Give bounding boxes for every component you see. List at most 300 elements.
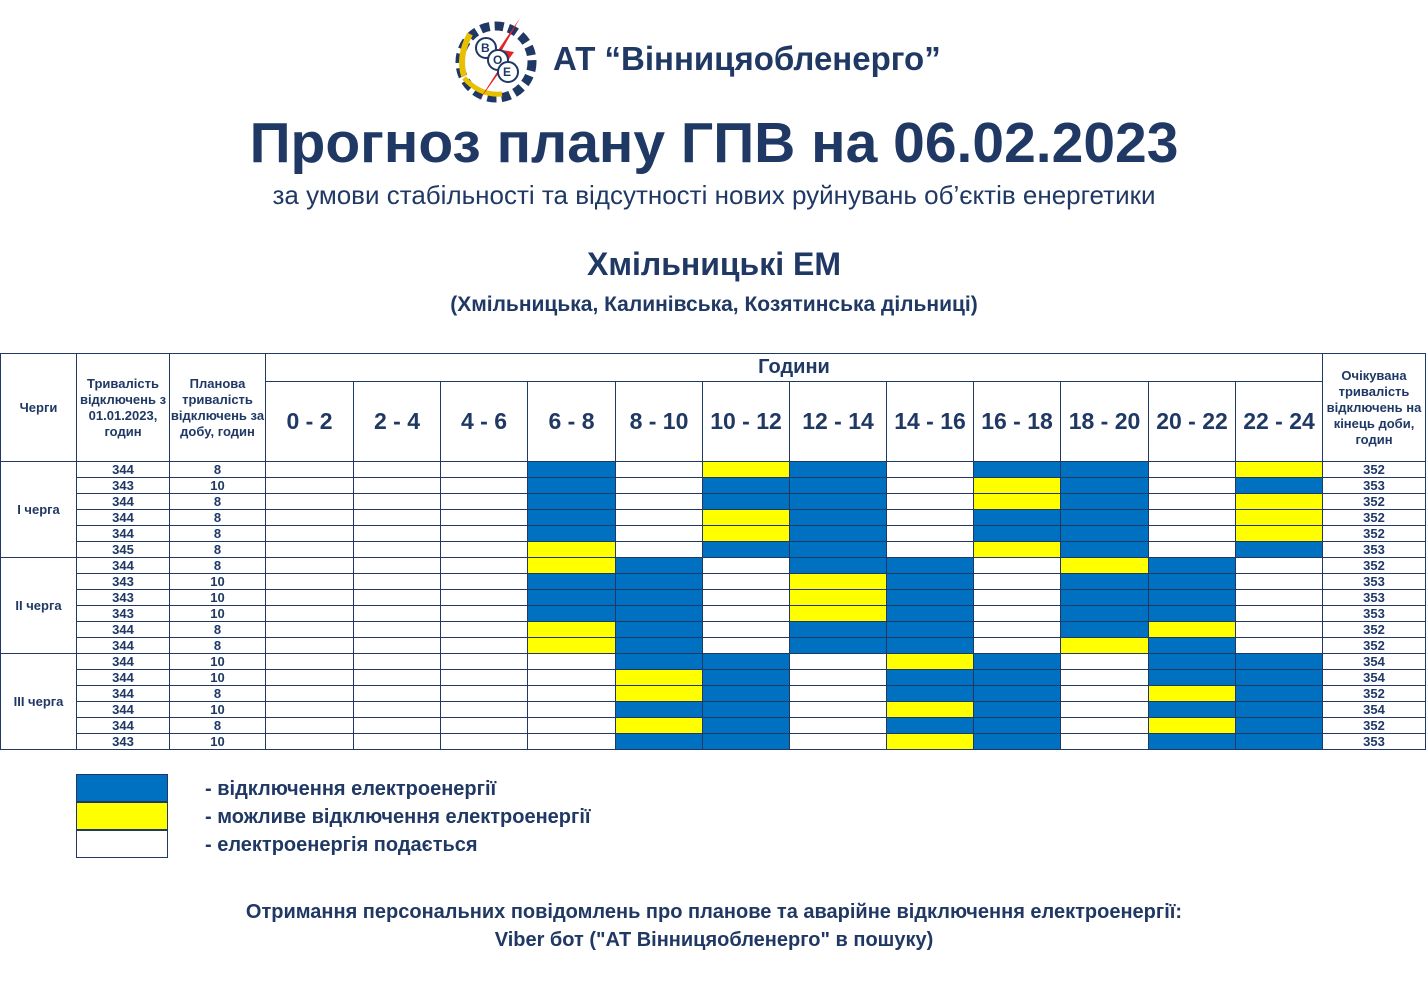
hour-slot-cell bbox=[887, 654, 974, 670]
hour-slot-cell bbox=[266, 686, 354, 702]
hour-slot-cell bbox=[887, 734, 974, 750]
hour-slot-cell bbox=[887, 462, 974, 478]
hour-slot-cell bbox=[354, 590, 441, 606]
hour-slot-cell bbox=[1149, 686, 1236, 702]
duration-ytd-cell: 344 bbox=[77, 526, 170, 542]
hour-slot-cell bbox=[441, 734, 528, 750]
hour-slot-cell bbox=[528, 718, 616, 734]
hour-slot-cell bbox=[703, 702, 790, 718]
table-row bbox=[1, 526, 1426, 542]
table-row bbox=[1, 654, 1426, 670]
planned-duration-cell: 8 bbox=[170, 558, 266, 574]
hour-slot-cell bbox=[1236, 510, 1323, 526]
hour-slot-cell bbox=[1236, 638, 1323, 654]
hour-slot-cell bbox=[887, 686, 974, 702]
hour-slot-cell bbox=[616, 670, 703, 686]
hour-slot-cell bbox=[790, 542, 887, 558]
footer-viber-bot: Viber бот ("АТ Вінницяобленерго" в пошуку) bbox=[494, 929, 934, 951]
hour-slot-cell bbox=[974, 606, 1061, 622]
header-expected-duration: Очікувана тривалість відключень на кінець доби, годин bbox=[1323, 354, 1426, 462]
hour-slot-cell bbox=[354, 542, 441, 558]
hour-slot-cell bbox=[528, 510, 616, 526]
expected-duration-cell: 354 bbox=[1323, 654, 1426, 670]
hour-slot-cell bbox=[441, 654, 528, 670]
table-row bbox=[1, 462, 1426, 478]
hour-slot-cell bbox=[441, 606, 528, 622]
hour-slot-cell bbox=[703, 478, 790, 494]
hour-slot-cell bbox=[1061, 590, 1149, 606]
hour-slot-cell bbox=[354, 654, 441, 670]
hour-slot-cell bbox=[703, 686, 790, 702]
hour-slot-cell bbox=[266, 558, 354, 574]
hour-slot-cell bbox=[887, 590, 974, 606]
hour-slot-cell bbox=[616, 686, 703, 702]
expected-duration-cell: 352 bbox=[1323, 462, 1426, 478]
queue-label: ІІІ черга bbox=[1, 654, 77, 750]
table-row bbox=[1, 494, 1426, 510]
hour-slot-cell bbox=[1236, 686, 1323, 702]
hour-slot-cell bbox=[703, 558, 790, 574]
expected-duration-cell: 353 bbox=[1323, 478, 1426, 494]
duration-ytd-cell: 343 bbox=[77, 734, 170, 750]
hour-slot-cell bbox=[354, 670, 441, 686]
hour-slot-cell bbox=[790, 670, 887, 686]
hour-slot-cell bbox=[266, 574, 354, 590]
hour-slot-cell bbox=[1236, 494, 1323, 510]
hour-slot-cell bbox=[354, 638, 441, 654]
hour-slot-cell bbox=[1236, 526, 1323, 542]
hour-slot-cell bbox=[354, 734, 441, 750]
hour-slot-cell bbox=[616, 734, 703, 750]
expected-duration-cell: 353 bbox=[1323, 606, 1426, 622]
hour-slot-cell bbox=[266, 638, 354, 654]
hour-slot-cell bbox=[616, 606, 703, 622]
hour-slot-cell bbox=[703, 654, 790, 670]
planned-duration-cell: 10 bbox=[170, 734, 266, 750]
duration-ytd-cell: 343 bbox=[77, 590, 170, 606]
hour-slot-cell bbox=[703, 718, 790, 734]
hour-slot-cell bbox=[790, 638, 887, 654]
hour-slot-cell bbox=[266, 670, 354, 686]
schedule-body bbox=[1, 462, 1426, 750]
hour-slot-cell bbox=[974, 558, 1061, 574]
expected-duration-cell: 354 bbox=[1323, 702, 1426, 718]
expected-duration-cell: 353 bbox=[1323, 590, 1426, 606]
hour-slot-cell bbox=[616, 558, 703, 574]
planned-duration-cell: 8 bbox=[170, 542, 266, 558]
hour-slot-cell bbox=[1236, 654, 1323, 670]
hour-slot-cell bbox=[887, 542, 974, 558]
planned-duration-cell: 10 bbox=[170, 590, 266, 606]
hour-slot-cell bbox=[266, 542, 354, 558]
hour-slot-cell bbox=[616, 462, 703, 478]
hour-slot-cell bbox=[1061, 462, 1149, 478]
planned-duration-cell: 10 bbox=[170, 670, 266, 686]
hour-header-11: 22 - 24 bbox=[1236, 382, 1323, 462]
hour-slot-cell bbox=[354, 558, 441, 574]
planned-duration-cell: 8 bbox=[170, 510, 266, 526]
hour-slot-cell bbox=[528, 654, 616, 670]
hour-slot-cell bbox=[266, 654, 354, 670]
hour-slot-cell bbox=[790, 494, 887, 510]
hour-slot-cell bbox=[1061, 702, 1149, 718]
hour-slot-cell bbox=[1149, 606, 1236, 622]
hour-header-4: 8 - 10 bbox=[616, 382, 703, 462]
hour-slot-cell bbox=[528, 574, 616, 590]
planned-duration-cell: 8 bbox=[170, 622, 266, 638]
hour-slot-cell bbox=[1149, 702, 1236, 718]
page-subtitle: за умови стабільності та відсутності нових руйнувань об’єктів енергетики bbox=[272, 180, 1156, 210]
hour-slot-cell bbox=[974, 510, 1061, 526]
duration-ytd-cell: 344 bbox=[77, 462, 170, 478]
hour-slot-cell bbox=[616, 526, 703, 542]
hour-slot-cell bbox=[616, 622, 703, 638]
hour-slot-cell bbox=[1061, 574, 1149, 590]
planned-duration-cell: 8 bbox=[170, 494, 266, 510]
expected-duration-cell: 352 bbox=[1323, 718, 1426, 734]
hour-slot-cell bbox=[1149, 670, 1236, 686]
hour-slot-cell bbox=[703, 622, 790, 638]
hour-slot-cell bbox=[974, 686, 1061, 702]
legend-swatch-outage bbox=[76, 774, 168, 802]
planned-duration-cell: 8 bbox=[170, 462, 266, 478]
duration-ytd-cell: 344 bbox=[77, 718, 170, 734]
hour-slot-cell bbox=[354, 462, 441, 478]
hour-slot-cell bbox=[974, 478, 1061, 494]
hour-slot-cell bbox=[441, 462, 528, 478]
hour-slot-cell bbox=[528, 526, 616, 542]
hour-slot-cell bbox=[790, 654, 887, 670]
hour-slot-cell bbox=[1149, 510, 1236, 526]
table-row bbox=[1, 478, 1426, 494]
hour-slot-cell bbox=[441, 718, 528, 734]
hour-slot-cell bbox=[1061, 510, 1149, 526]
table-row bbox=[1, 734, 1426, 750]
company-logo-icon bbox=[450, 16, 540, 106]
hour-slot-cell bbox=[354, 478, 441, 494]
hour-slot-cell bbox=[703, 734, 790, 750]
hour-slot-cell bbox=[616, 494, 703, 510]
queue-label: ІІ черга bbox=[1, 558, 77, 654]
hour-slot-cell bbox=[1061, 638, 1149, 654]
hour-slot-cell bbox=[1236, 606, 1323, 622]
hour-slot-cell bbox=[703, 574, 790, 590]
expected-duration-cell: 353 bbox=[1323, 574, 1426, 590]
hour-slot-cell bbox=[1149, 734, 1236, 750]
hour-slot-cell bbox=[790, 558, 887, 574]
hour-slot-cell bbox=[354, 510, 441, 526]
hour-slot-cell bbox=[266, 526, 354, 542]
expected-duration-cell: 354 bbox=[1323, 670, 1426, 686]
hour-slot-cell bbox=[528, 670, 616, 686]
hour-slot-cell bbox=[887, 670, 974, 686]
duration-ytd-cell: 344 bbox=[77, 638, 170, 654]
hour-slot-cell bbox=[616, 574, 703, 590]
legend-label-power-on: - електроенергія подається bbox=[205, 834, 478, 856]
hour-slot-cell bbox=[1061, 670, 1149, 686]
hour-header-3: 6 - 8 bbox=[528, 382, 616, 462]
hour-header-9: 18 - 20 bbox=[1061, 382, 1149, 462]
duration-ytd-cell: 344 bbox=[77, 686, 170, 702]
header-hours: Години bbox=[266, 354, 1323, 382]
table-row bbox=[1, 638, 1426, 654]
table-row bbox=[1, 686, 1426, 702]
hour-slot-cell bbox=[354, 494, 441, 510]
svg-text:ВОЕ: ВОЕ bbox=[481, 41, 512, 79]
hour-slot-cell bbox=[266, 590, 354, 606]
hour-slot-cell bbox=[887, 478, 974, 494]
hour-slot-cell bbox=[354, 606, 441, 622]
hour-slot-cell bbox=[441, 574, 528, 590]
company-name: АТ “Вінницяобленерго” bbox=[553, 40, 941, 77]
hour-slot-cell bbox=[887, 574, 974, 590]
hour-slot-cell bbox=[1149, 622, 1236, 638]
hour-slot-cell bbox=[974, 526, 1061, 542]
legend-label-outage: - відключення електроенергії bbox=[205, 778, 497, 800]
hour-slot-cell bbox=[528, 734, 616, 750]
planned-duration-cell: 10 bbox=[170, 606, 266, 622]
hour-slot-cell bbox=[616, 718, 703, 734]
expected-duration-cell: 352 bbox=[1323, 510, 1426, 526]
hour-slot-cell bbox=[1236, 574, 1323, 590]
hour-slot-cell bbox=[528, 462, 616, 478]
hour-header-8: 16 - 18 bbox=[974, 382, 1061, 462]
hour-slot-cell bbox=[528, 702, 616, 718]
hour-slot-cell bbox=[1061, 686, 1149, 702]
hour-slot-cell bbox=[266, 462, 354, 478]
footer-notice: Отримання персональних повідомлень про планове та аварійне відключення електроенергії: bbox=[245, 901, 1183, 923]
hour-header-1: 2 - 4 bbox=[354, 382, 441, 462]
hour-header-5: 10 - 12 bbox=[703, 382, 790, 462]
legend-swatch-power-on bbox=[76, 830, 168, 858]
hour-slot-cell bbox=[266, 622, 354, 638]
hour-slot-cell bbox=[441, 558, 528, 574]
hour-slot-cell bbox=[1236, 542, 1323, 558]
table-row bbox=[1, 590, 1426, 606]
hour-slot-cell bbox=[441, 622, 528, 638]
duration-ytd-cell: 343 bbox=[77, 574, 170, 590]
hour-slot-cell bbox=[1149, 654, 1236, 670]
hour-slot-cell bbox=[887, 606, 974, 622]
hour-slot-cell bbox=[266, 494, 354, 510]
hour-slot-cell bbox=[887, 718, 974, 734]
hour-slot-cell bbox=[1149, 494, 1236, 510]
hour-slot-cell bbox=[974, 542, 1061, 558]
expected-duration-cell: 352 bbox=[1323, 686, 1426, 702]
region-title: Хмільницькі ЕМ bbox=[586, 246, 842, 282]
hour-header-0: 0 - 2 bbox=[266, 382, 354, 462]
hour-slot-cell bbox=[266, 510, 354, 526]
duration-ytd-cell: 344 bbox=[77, 510, 170, 526]
hour-slot-cell bbox=[1061, 558, 1149, 574]
expected-duration-cell: 352 bbox=[1323, 622, 1426, 638]
planned-duration-cell: 8 bbox=[170, 686, 266, 702]
hour-slot-cell bbox=[441, 510, 528, 526]
hour-slot-cell bbox=[616, 654, 703, 670]
queue-label: І черга bbox=[1, 462, 77, 558]
table-row bbox=[1, 558, 1426, 574]
hour-slot-cell bbox=[616, 542, 703, 558]
planned-duration-cell: 10 bbox=[170, 478, 266, 494]
duration-ytd-cell: 344 bbox=[77, 622, 170, 638]
duration-ytd-cell: 344 bbox=[77, 558, 170, 574]
hour-slot-cell bbox=[703, 462, 790, 478]
table-row bbox=[1, 606, 1426, 622]
hour-slot-cell bbox=[266, 718, 354, 734]
hour-slot-cell bbox=[1236, 734, 1323, 750]
hour-slot-cell bbox=[887, 638, 974, 654]
table-row bbox=[1, 702, 1426, 718]
hour-slot-cell bbox=[616, 510, 703, 526]
hour-slot-cell bbox=[1149, 718, 1236, 734]
hour-slot-cell bbox=[887, 526, 974, 542]
hour-slot-cell bbox=[1061, 734, 1149, 750]
table-row bbox=[1, 510, 1426, 526]
duration-ytd-cell: 344 bbox=[77, 702, 170, 718]
hour-slot-cell bbox=[441, 686, 528, 702]
table-row bbox=[1, 622, 1426, 638]
hour-slot-cell bbox=[441, 702, 528, 718]
hour-slot-cell bbox=[528, 558, 616, 574]
hour-slot-cell bbox=[790, 734, 887, 750]
hour-slot-cell bbox=[1061, 526, 1149, 542]
hour-slot-cell bbox=[974, 718, 1061, 734]
hour-slot-cell bbox=[703, 638, 790, 654]
hour-slot-cell bbox=[703, 590, 790, 606]
hour-slot-cell bbox=[266, 606, 354, 622]
hour-slot-cell bbox=[1149, 542, 1236, 558]
hour-header-10: 20 - 22 bbox=[1149, 382, 1236, 462]
hour-slot-cell bbox=[1236, 622, 1323, 638]
header-queue: Черги bbox=[1, 354, 77, 462]
table-row bbox=[1, 718, 1426, 734]
hour-slot-cell bbox=[1236, 718, 1323, 734]
hour-slot-cell bbox=[790, 686, 887, 702]
hour-slot-cell bbox=[790, 606, 887, 622]
hour-slot-cell bbox=[441, 670, 528, 686]
hour-slot-cell bbox=[790, 526, 887, 542]
hour-slot-cell bbox=[790, 510, 887, 526]
hour-slot-cell bbox=[616, 638, 703, 654]
hour-slot-cell bbox=[974, 462, 1061, 478]
hour-slot-cell bbox=[354, 686, 441, 702]
hour-slot-cell bbox=[790, 590, 887, 606]
hour-slot-cell bbox=[354, 526, 441, 542]
hour-slot-cell bbox=[790, 574, 887, 590]
hour-slot-cell bbox=[528, 542, 616, 558]
legend-label-possible-outage: - можливе відключення електроенергії bbox=[205, 806, 591, 828]
hour-slot-cell bbox=[974, 654, 1061, 670]
hour-slot-cell bbox=[266, 702, 354, 718]
hour-slot-cell bbox=[974, 622, 1061, 638]
hour-header-7: 14 - 16 bbox=[887, 382, 974, 462]
hour-slot-cell bbox=[974, 670, 1061, 686]
duration-ytd-cell: 345 bbox=[77, 542, 170, 558]
hour-slot-cell bbox=[1149, 462, 1236, 478]
header-duration-ytd: Тривалість відключень з 01.01.2023, годин bbox=[77, 354, 170, 462]
legend-swatch-possible-outage bbox=[76, 802, 168, 830]
hour-slot-cell bbox=[441, 542, 528, 558]
hour-slot-cell bbox=[1236, 462, 1323, 478]
hour-slot-cell bbox=[1061, 622, 1149, 638]
hour-slot-cell bbox=[887, 702, 974, 718]
planned-duration-cell: 8 bbox=[170, 718, 266, 734]
hour-slot-cell bbox=[616, 478, 703, 494]
hour-slot-cell bbox=[703, 526, 790, 542]
hour-slot-cell bbox=[528, 622, 616, 638]
duration-ytd-cell: 343 bbox=[77, 478, 170, 494]
hour-slot-cell bbox=[974, 702, 1061, 718]
hour-slot-cell bbox=[441, 478, 528, 494]
hour-slot-cell bbox=[354, 702, 441, 718]
duration-ytd-cell: 344 bbox=[77, 654, 170, 670]
duration-ytd-cell: 343 bbox=[77, 606, 170, 622]
hour-slot-cell bbox=[616, 590, 703, 606]
hour-slot-cell bbox=[266, 734, 354, 750]
expected-duration-cell: 352 bbox=[1323, 494, 1426, 510]
hour-slot-cell bbox=[974, 638, 1061, 654]
hour-slot-cell bbox=[703, 542, 790, 558]
hour-slot-cell bbox=[528, 606, 616, 622]
hour-slot-cell bbox=[1236, 590, 1323, 606]
table-row bbox=[1, 670, 1426, 686]
outage-schedule-table bbox=[0, 353, 1426, 750]
hour-slot-cell bbox=[354, 718, 441, 734]
planned-duration-cell: 10 bbox=[170, 574, 266, 590]
hour-slot-cell bbox=[1236, 702, 1323, 718]
hour-slot-cell bbox=[974, 494, 1061, 510]
hour-slot-cell bbox=[887, 558, 974, 574]
hour-slot-cell bbox=[790, 702, 887, 718]
table-row bbox=[1, 542, 1426, 558]
expected-duration-cell: 352 bbox=[1323, 558, 1426, 574]
expected-duration-cell: 352 bbox=[1323, 526, 1426, 542]
table-row bbox=[1, 574, 1426, 590]
hour-slot-cell bbox=[616, 702, 703, 718]
hour-slot-cell bbox=[1236, 558, 1323, 574]
planned-duration-cell: 10 bbox=[170, 654, 266, 670]
hour-slot-cell bbox=[1236, 670, 1323, 686]
hour-slot-cell bbox=[887, 510, 974, 526]
hour-slot-cell bbox=[974, 574, 1061, 590]
hour-slot-cell bbox=[703, 510, 790, 526]
header-planned-duration: Планова тривалість відключень за добу, годин bbox=[170, 354, 266, 462]
hour-slot-cell bbox=[354, 622, 441, 638]
hour-header-2: 4 - 6 bbox=[441, 382, 528, 462]
hour-slot-cell bbox=[703, 670, 790, 686]
hour-slot-cell bbox=[1061, 718, 1149, 734]
hour-slot-cell bbox=[1149, 638, 1236, 654]
hour-slot-cell bbox=[887, 622, 974, 638]
hour-slot-cell bbox=[1149, 558, 1236, 574]
expected-duration-cell: 353 bbox=[1323, 734, 1426, 750]
hour-slot-cell bbox=[528, 494, 616, 510]
hour-slot-cell bbox=[441, 590, 528, 606]
hour-slot-cell bbox=[1061, 606, 1149, 622]
hour-slot-cell bbox=[703, 494, 790, 510]
hour-slot-cell bbox=[1061, 654, 1149, 670]
hour-slot-cell bbox=[974, 590, 1061, 606]
hour-slot-cell bbox=[974, 734, 1061, 750]
hour-slot-cell bbox=[528, 686, 616, 702]
hour-slot-cell bbox=[266, 478, 354, 494]
expected-duration-cell: 353 bbox=[1323, 542, 1426, 558]
hour-slot-cell bbox=[1061, 542, 1149, 558]
hour-slot-cell bbox=[1149, 526, 1236, 542]
planned-duration-cell: 8 bbox=[170, 526, 266, 542]
hour-slot-cell bbox=[790, 622, 887, 638]
hour-slot-cell bbox=[354, 574, 441, 590]
